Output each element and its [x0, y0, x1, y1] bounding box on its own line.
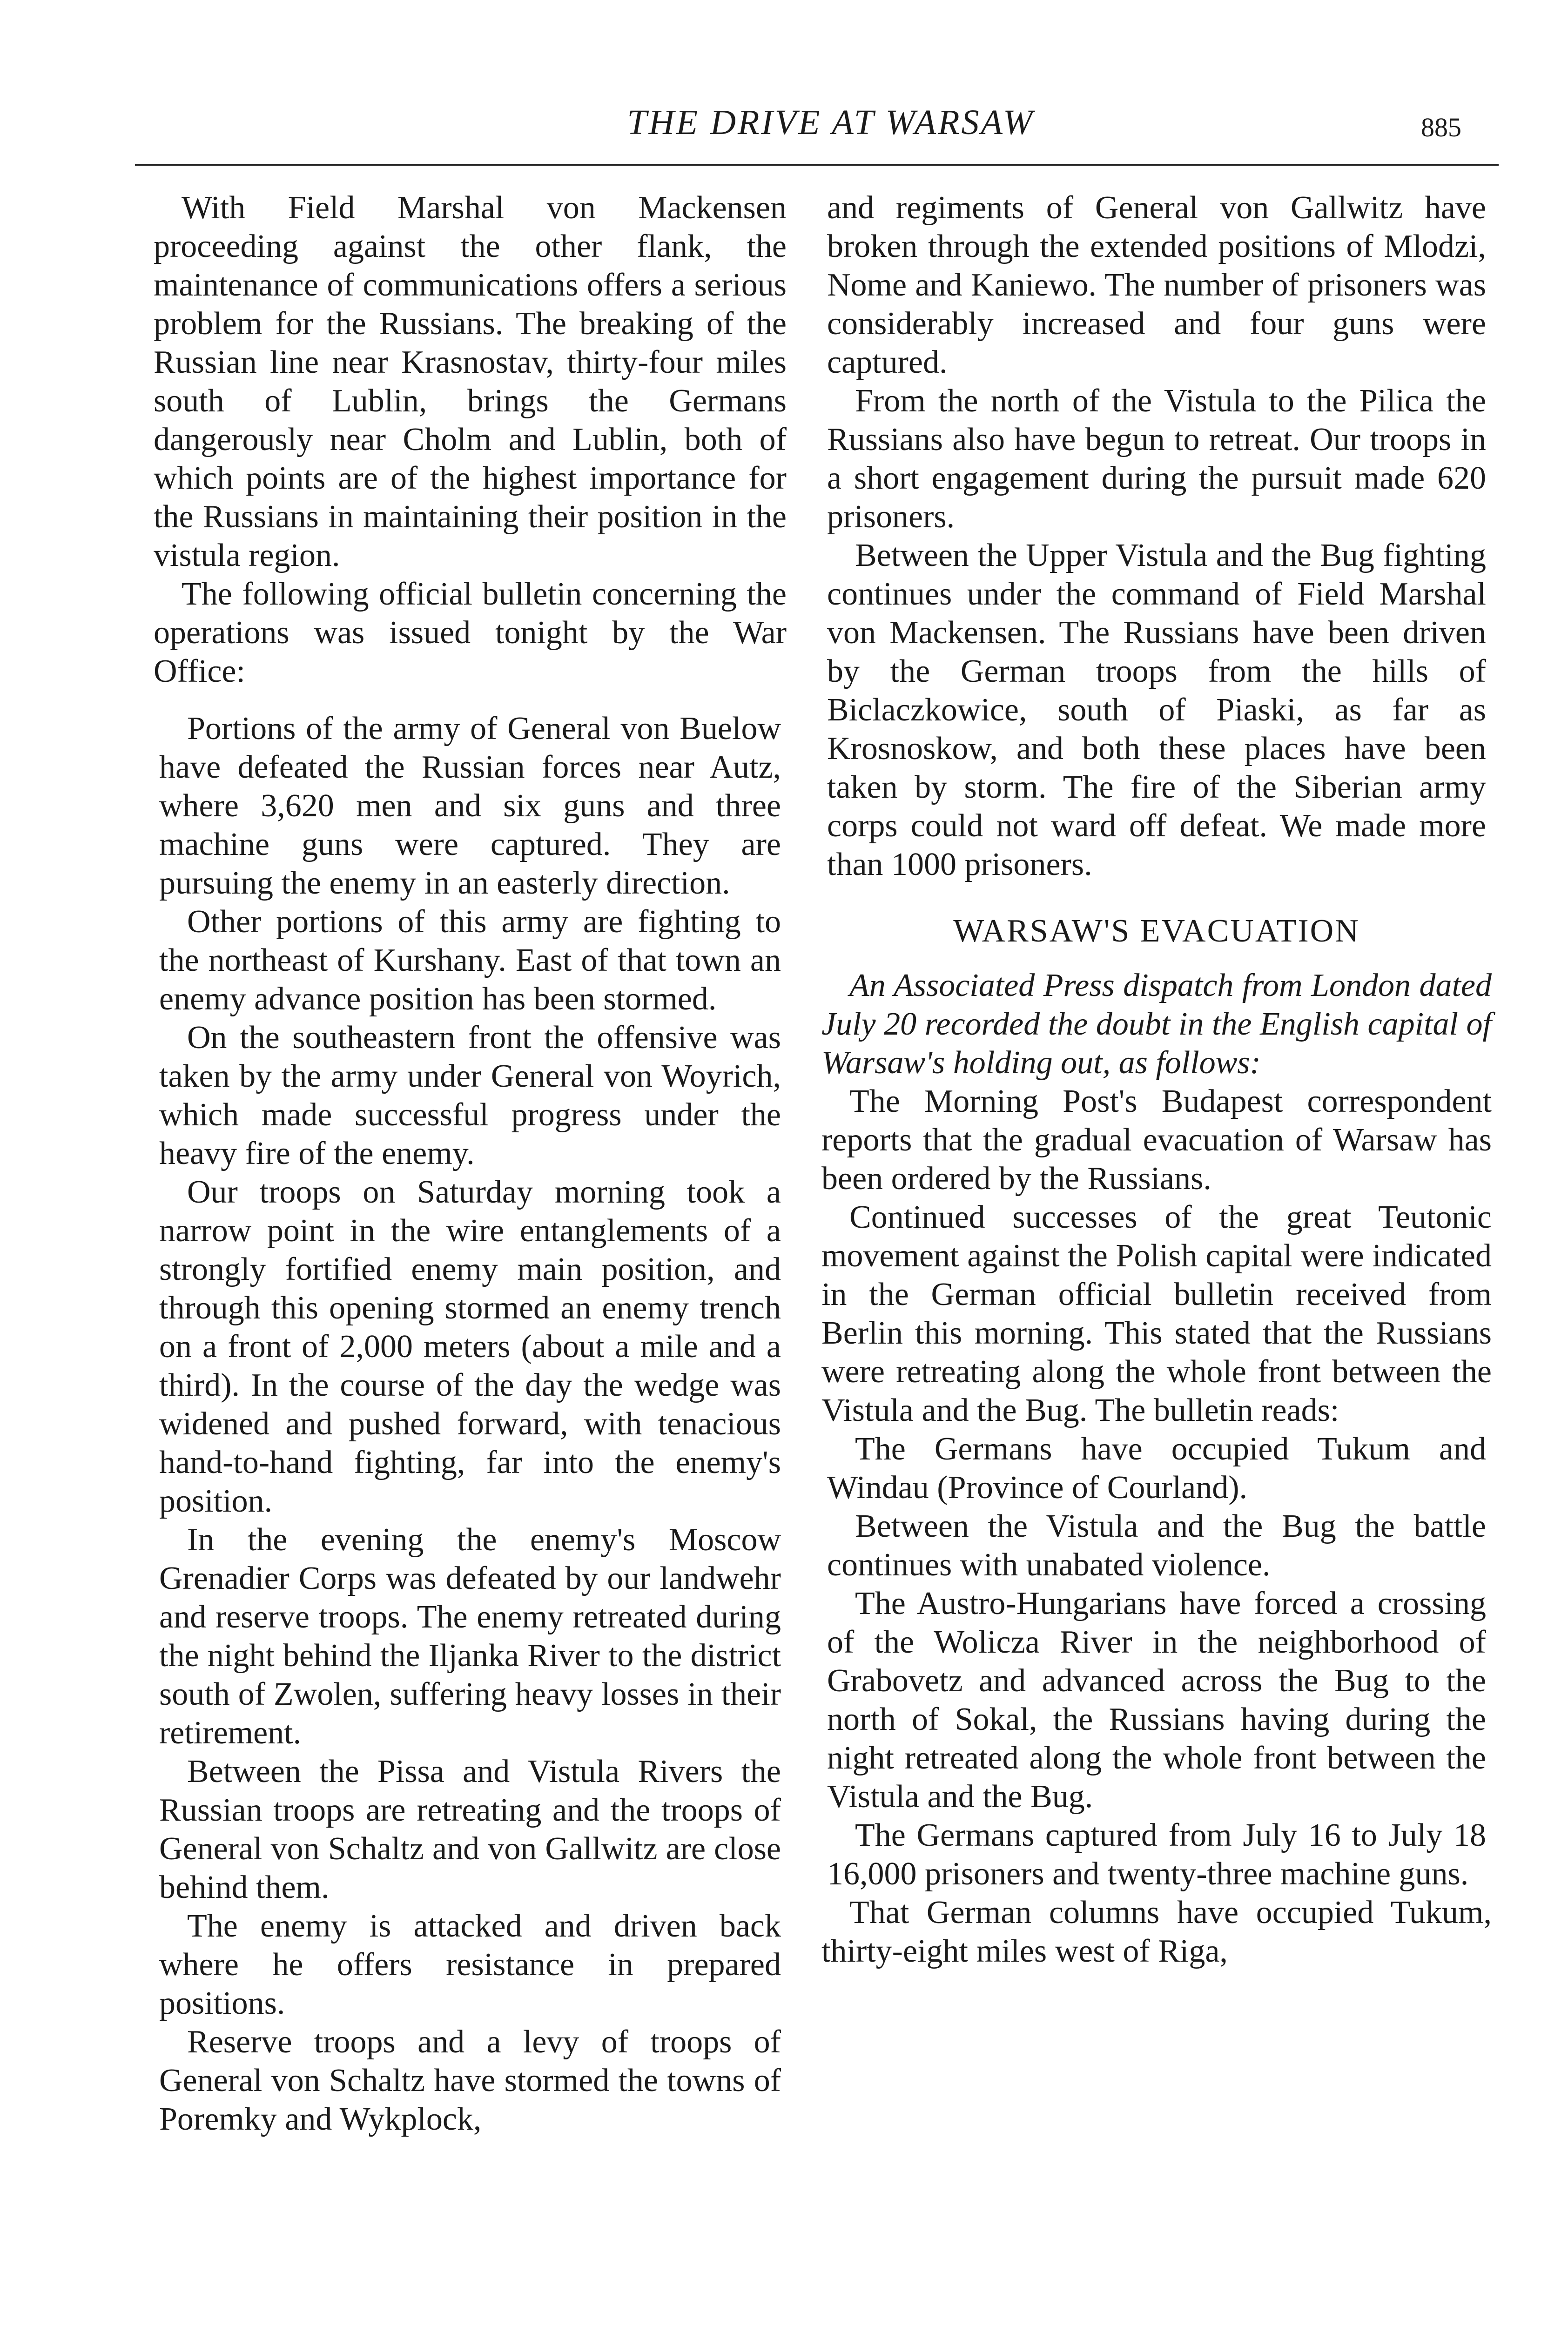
header-rule — [135, 164, 1499, 166]
quoted-paragraph: and regiments of General von Gallwitz have broken through the extended positions of Mlodzi, Nome and Kaniewo. The number of prisoners was considerably increased and four guns were captured. — [827, 190, 1486, 380]
quoted-paragraph: The Austro-Hungarians have forced a crossing of the Wolicza River in the neighborhood of Grabovetz and advanced across the Bug to the north of Sokal, the Russians having during the night retreated along the whole front between the Vistula and the Bug. — [827, 1586, 1486, 1815]
quoted-paragraph: The enemy is attacked and driven back where he offers resistance in prepared positions. — [159, 1908, 781, 2021]
paragraph: The following official bulletin concerning the operations was issued tonight by the War Office: — [154, 576, 787, 689]
quoted-paragraph: The Germans captured from July 16 to July 18 16,000 prisoners and twenty-three machine guns. — [827, 1817, 1486, 1892]
section-heading: WARSAW'S EVACUATION — [953, 913, 1360, 949]
quoted-paragraph: From the north of the Vistula to the Pilica the Russians also have begun to retreat. Our troops in a short engagement during the pursuit made 620 prisoners. — [827, 383, 1486, 535]
paragraph: With Field Marshal von Mackensen proceeding against the other flank, the maintenance of communications offers a serious problem for the Russians. The breaking of the Russian line near Krasnostav, thirty-four miles south of Lublin, brings the Germans dangerously near Cholm and Lublin, both of which points are of the highest importance for the Russians in maintaining their position in the vistula region. — [154, 190, 787, 573]
quoted-paragraph: Between the Pissa and Vistula Rivers the Russian troops are retreating and the troops of General von Schaltz and von Gallwitz are close behind them. — [159, 1754, 781, 1905]
running-title: THE DRIVE AT WARSAW — [627, 103, 1035, 142]
paragraph: Continued successes of the great Teutonic movement against the Polish capital were indicated in the German official bulletin received from Berlin this morning. This stated that the Russians were retreating along the whole front between the Vistula and the Bug. The bulletin reads: — [821, 1199, 1492, 1428]
paragraph: That German columns have occupied Tukum, thirty-eight miles west of Riga, — [821, 1895, 1492, 1969]
running-head — [135, 98, 1499, 149]
quoted-paragraph: The Germans have occupied Tukum and Windau (Province of Courland). — [827, 1431, 1486, 1506]
quoted-paragraph: Our troops on Saturday morning took a narrow point in the wire entanglements of a strongly fortified enemy main position, and through this opening stormed an enemy trench on a front of 2,000 meters (about a mile and a third). In the course of the day the wedge was widened and pushed forward, with tenacious hand-to-hand fighting, far into the enemy's position. — [159, 1174, 781, 1519]
quoted-paragraph: Reserve troops and a levy of troops of General von Schaltz have stormed the towns of Poremky and Wykplock, — [159, 2024, 781, 2137]
quoted-paragraph: Between the Vistula and the Bug the battle continues with unabated violence. — [827, 1508, 1486, 1583]
left-column — [154, 188, 787, 2139]
quoted-paragraph: Portions of the army of General von Buelow have defeated the Russian forces near Autz, where 3,620 men and six guns and three machine guns were captured. They are pursuing the enemy in an easterly direction. — [159, 711, 781, 901]
intro-paragraph: An Associated Press dispatch from London dated July 20 recorded the doubt in the English capital of Warsaw's holding out, as follows: — [821, 968, 1492, 1081]
quoted-paragraph: Between the Upper Vistula and the Bug fighting continues under the command of Field Marshal von Mackensen. The Russians have been driven by the German troops from the hills of Biclaczkowice, south of Piaski, as far as Krosnoskow, and both these places have been taken by storm. The fire of the Siberian army corps could not ward off defeat. We made more than 1000 prisoners. — [827, 538, 1486, 882]
right-column — [821, 188, 1492, 1971]
quoted-paragraph: In the evening the enemy's Moscow Grenadier Corps was defeated by our landwehr and reserve troops. The enemy retreated during the night behind the Iljanka River to the district south of Zwolen, suffering heavy losses in their retirement. — [159, 1522, 781, 1751]
quoted-paragraph: Other portions of this army are fighting to the northeast of Kurshany. East of that town an enemy advance position has been stormed. — [159, 904, 781, 1017]
quoted-paragraph: On the southeastern front the offensive was taken by the army under General von Woyrich, which made successful progress under the heavy fire of the enemy. — [159, 1020, 781, 1171]
page-number: 885 — [1421, 112, 1461, 142]
paragraph: The Morning Post's Budapest correspondent reports that the gradual evacuation of Warsaw has been ordered by the Russians. — [821, 1083, 1492, 1197]
